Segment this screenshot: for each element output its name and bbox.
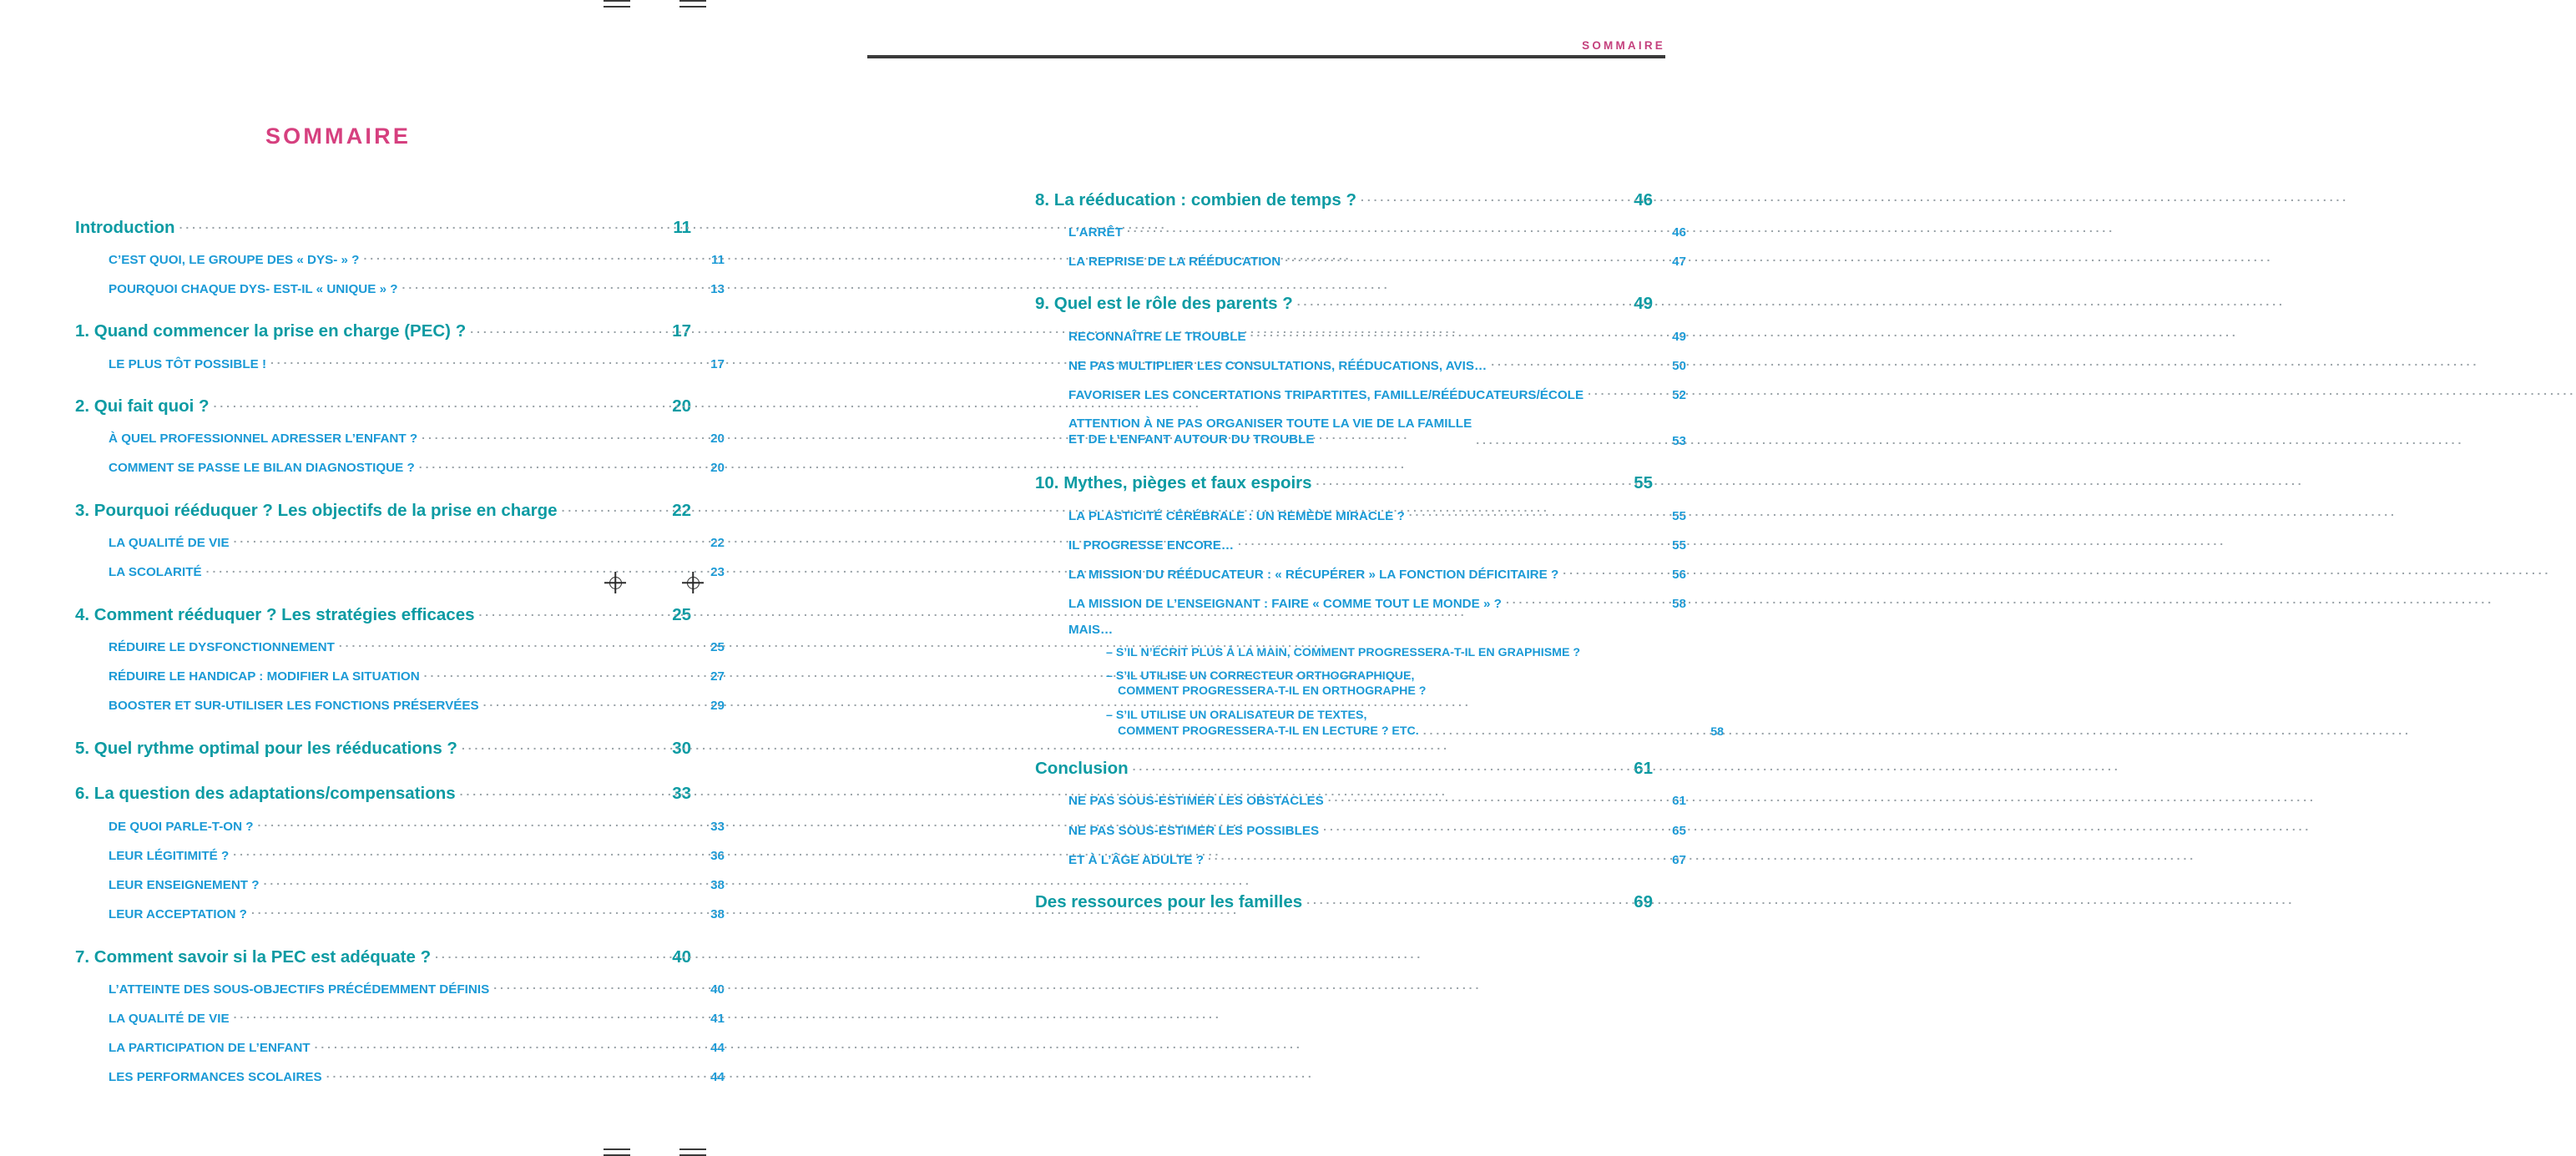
toc-entry-reduire-dysfonctionnement[interactable] [75,639,725,654]
toc-entry-4-comment-reeduquer[interactable] [75,603,691,625]
toc-entry-leur-legitimite[interactable] [75,847,725,863]
toc-entry-la-scolarite[interactable] [75,563,725,579]
toc-entry-label: RÉDUIRE LE DYSFONCTIONNEMENT [109,640,335,654]
toc-entry-page: 30 [672,738,691,758]
toc-entry-introduction[interactable] [75,215,691,238]
toc-entry-il-progresse-encore[interactable] [1035,537,1686,553]
toc-entry-label: LA MISSION DU RÉÉDUCATEUR : « RÉCUPÉRER » LA FONCTION DÉFICITAIRE ? [1068,567,1559,582]
toc-entry-page: 17 [710,356,725,371]
toc-entry-label: MAIS… [1068,623,1114,638]
leader-dots [1361,188,1620,205]
toc-entry-des-ressources-pour-les-familles[interactable] [1035,891,1653,913]
leader-dots [264,876,692,889]
toc-entry-page: 33 [672,784,691,804]
left-page [0,0,852,1156]
running-header: SOMMAIRE [1582,39,1665,52]
toc-entry-label: BOOSTER ET SUR-UTILISER LES FONCTIONS PRÉSERVÉES [109,699,479,714]
toc-entry-de-quoi-parle-t-on[interactable] [75,817,725,833]
leader-dots [419,459,692,472]
leader-dots [1127,224,1654,236]
leader-dots [479,603,659,620]
toc-entry-1-quand-commencer-pec[interactable] [75,320,691,342]
toc-entry-label-line2: COMMENT PROGRESSERA-T-IL EN LECTURE ? ETC. [1118,724,1419,738]
toc-entry-label: LE PLUS TÔT POSSIBLE ! [109,356,267,371]
table-of-contents-left [75,215,725,1085]
leader-dots [422,430,692,442]
toc-entry-7-comment-savoir-pec-adequate[interactable] [75,945,691,967]
leader-dots [326,1068,692,1081]
toc-entry-page: 38 [710,907,725,922]
toc-entry-label-line2: COMMENT PROGRESSERA-T-IL EN ORTHOGRAPHE ? [1118,684,1427,699]
leader-dots [1588,386,1654,399]
toc-entry-page: 38 [710,877,725,892]
leader-dots [234,534,692,547]
toc-entry-label: 2. Qui fait quoi ? [75,396,210,416]
leader-dots [1133,757,1620,775]
toc-entry-page: 55 [1634,473,1653,493]
toc-entry-page: 11 [673,217,691,237]
toc-entry-la-qualite-de-vie-3[interactable] [75,534,725,550]
leader-dots [270,355,692,367]
leader-dots [1238,537,1654,549]
leader-dots [435,945,659,962]
toc-entry-label: 7. Comment savoir si la PEC est adéquate ? [75,947,432,967]
leader-dots [1328,792,1654,805]
toc-entry-page: 46 [1672,225,1686,240]
toc-entry-2-qui-fait-quoi[interactable] [75,395,691,417]
toc-entry-label: Conclusion [1035,759,1129,779]
toc-entry-label [1068,416,1472,448]
toc-entry-sil-utilise-oralisateur-de-textes[interactable] [1035,708,1724,738]
toc-entry-label: 9. Quel est le rôle des parents ? [1035,294,1293,314]
toc-entry-mission-de-lenseignant[interactable] [1035,595,1686,611]
leader-dots [315,1039,692,1052]
toc-entry-9-role-des-parents[interactable] [1035,292,1653,315]
toc-entry-page: 11 [710,252,725,267]
toc-entry-label: LA PARTICIPATION DE L’ENFANT [109,1041,311,1056]
toc-entry-page: 65 [1672,823,1686,838]
toc-entry-leur-enseignement[interactable] [75,876,725,892]
toc-entry-page: 55 [1672,508,1686,523]
toc-entry-a-quel-professionnel[interactable] [75,430,725,446]
toc-entry-page: 41 [710,1012,725,1026]
toc-entry-label: LA QUALITÉ DE VIE [109,1012,230,1026]
toc-entry-page: 53 [1672,433,1686,448]
toc-entry-label: LES PERFORMANCES SCOLAIRES [109,1070,322,1085]
toc-entry-page: 58 [1710,724,1724,739]
toc-entry-label: 10. Mythes, pièges et faux espoirs [1035,473,1312,493]
toc-entry-leur-acceptation[interactable] [75,906,725,921]
toc-entry-page: 49 [1672,329,1686,344]
toc-entry-reduire-handicap[interactable] [75,668,725,684]
toc-entry-label: LA SCOLARITÉ [109,565,202,580]
toc-entry-page: 20 [710,461,725,476]
toc-entry-5-quel-rythme-optimal[interactable] [75,736,691,759]
leader-dots [1306,891,1620,908]
toc-entry-page: 58 [1672,597,1686,612]
toc-entry-label-line1: – S’IL UTILISE UN CORRECTEUR ORTHOGRAPHIQUE, [1106,669,1415,684]
table-of-contents-right [1035,188,1724,912]
page-title: SOMMAIRE [265,124,412,149]
toc-entry-ne-pas-multiplier-consultations[interactable] [1035,357,1686,373]
leader-dots [1323,821,1654,834]
toc-entry-la-qualite-de-vie-7[interactable] [75,1010,725,1026]
toc-entry-label: C’EST QUOI, LE GROUPE DES « DYS- » ? [109,252,360,267]
toc-entry-sil-utilise-correcteur-orthographique[interactable] [1035,669,1724,699]
toc-entry-plasticite-cerebrale[interactable] [1035,507,1686,522]
leader-dots [1409,507,1654,519]
toc-entry-page: 47 [1672,254,1686,269]
toc-entry-label: POURQUOI CHAQUE DYS- EST-IL « UNIQUE » ? [109,281,398,296]
toc-entry-label: L’ARRÊT [1068,225,1123,240]
toc-entry-page: 40 [672,947,691,967]
leader-dots [363,251,692,264]
toc-entry-label: FAVORISER LES CONCERTATIONS TRIPARTITES, FAMILLE/RÉÉDUCATEURS/ÉCOLE [1068,387,1584,402]
toc-entry-page: 20 [672,396,691,416]
toc-entry-page: 56 [1672,567,1686,582]
toc-entry-attention-ne-pas-organiser-vie-famille[interactable] [1035,416,1686,448]
toc-entry-page: 23 [710,565,725,580]
toc-entry-page: 61 [1672,794,1686,809]
toc-entry-page: 17 [672,321,691,341]
toc-entry-page: 50 [1672,358,1686,373]
toc-entry-label: – S’IL N’ÉCRIT PLUS À LA MAIN, COMMENT PROGRESSERA-T-IL EN GRAPHISME ? [1106,646,1581,660]
leader-dots [1208,851,1654,864]
toc-entry-participation-enfant[interactable] [75,1039,725,1055]
leader-dots [460,782,659,800]
leader-dots [206,563,692,576]
toc-entry-label: 1. Quand commencer la prise en charge (PEC) ? [75,321,467,341]
toc-entry-page: 40 [710,982,725,997]
leader-dots [258,817,692,830]
toc-entry-ne-pas-sous-estimer-possibles[interactable] [1035,821,1686,837]
leader-dots [179,215,659,233]
toc-entry-label: L’ATTEINTE DES SOUS-OBJECTIFS PRÉCÉDEMMENT DÉFINIS [109,982,490,997]
toc-entry-le-plus-tot-possible[interactable] [75,355,725,371]
toc-entry-6-question-adaptations[interactable] [75,782,691,805]
toc-entry-label: RECONNAÎTRE LE TROUBLE [1068,329,1246,344]
leader-dots [470,320,659,337]
header-rule [867,55,1665,58]
toc-entry-label: 8. La rééducation : combien de temps ? [1035,189,1357,209]
leader-dots [493,981,692,993]
toc-entry-sil-necrit-plus-a-la-main[interactable] [1035,646,1724,659]
toc-entry-page: 20 [710,432,725,447]
toc-entry-page: 52 [1672,387,1686,402]
leader-dots [424,668,692,680]
toc-entry-page: 33 [710,819,725,834]
leader-dots [214,395,659,412]
leader-dots [462,736,659,754]
toc-entry-label: NE PAS SOUS-ESTIMER LES POSSIBLES [1068,823,1320,838]
toc-entry-label: LA PLASTICITÉ CÉRÉBRALE : UN REMÈDE MIRACLE ? [1068,508,1405,523]
toc-entry-label: 3. Pourquoi rééduquer ? Les objectifs de la prise en charge [75,500,558,520]
toc-entry-page: 27 [710,669,725,684]
toc-entry-label: LA REPRISE DE LA RÉÉDUCATION [1068,254,1281,269]
toc-entry-label: LEUR ENSEIGNEMENT ? [109,877,260,892]
toc-entry-page: 25 [710,640,725,654]
toc-entry-performances-scolaires[interactable] [75,1068,725,1084]
toc-entry-cest-quoi-groupe-dys[interactable] [75,251,725,267]
leader-dots [1316,472,1620,489]
toc-entry-ne-pas-sous-estimer-obstacles[interactable] [1035,792,1686,808]
toc-entry-favoriser-concertations-tripartites[interactable] [1035,386,1686,402]
toc-entry-conclusion[interactable] [1035,757,1653,780]
toc-entry-larret[interactable] [1035,224,1686,240]
toc-entry-page: 49 [1634,294,1653,314]
toc-entry-page: 29 [710,699,725,714]
leader-dots [234,1010,692,1022]
toc-entry-label [1106,669,1426,699]
toc-entry-atteinte-sous-objectifs[interactable] [75,981,725,997]
toc-entry-label: Introduction [75,217,175,237]
leader-dots [1423,727,1691,739]
leader-dots [562,498,659,516]
toc-entry-reprise-de-la-reeducation[interactable] [1035,253,1686,269]
toc-entry-page: 67 [1672,852,1686,867]
leader-dots [1563,566,1654,578]
toc-entry-label: 4. Comment rééduquer ? Les stratégies efficaces [75,604,475,624]
toc-entry-mais[interactable] [1035,623,1686,637]
toc-entry-label-line1: – S’IL UTILISE UN ORALISATEUR DE TEXTES, [1106,709,1367,723]
toc-entry-label: NE PAS MULTIPLIER LES CONSULTATIONS, RÉÉDUCATIONS, AVIS… [1068,358,1488,373]
toc-entry-booster-sur-utiliser[interactable] [75,697,725,713]
leader-dots [402,280,692,293]
toc-entry-label-line1: ATTENTION À NE PAS ORGANISER TOUTE LA VIE DE LA FAMILLE [1068,416,1472,431]
toc-entry-page: 46 [1634,189,1653,209]
toc-entry-page: 13 [710,281,725,296]
toc-entry-label: LEUR LÉGITIMITÉ ? [109,848,230,863]
toc-entry-label: À QUEL PROFESSIONNEL ADRESSER L’ENFANT ? [109,432,418,447]
toc-entry-label: LEUR ACCEPTATION ? [109,907,247,922]
toc-entry-label: RÉDUIRE LE HANDICAP : MODIFIER LA SITUATION [109,669,420,684]
toc-entry-page: 36 [710,848,725,863]
toc-entry-label: COMMENT SE PASSE LE BILAN DIAGNOSTIQUE ? [109,461,415,476]
toc-entry-page: 44 [710,1070,725,1085]
toc-entry-page: 61 [1634,759,1653,779]
toc-entry-mission-du-reeducateur[interactable] [1035,566,1686,582]
toc-entry-label: NE PAS SOUS-ESTIMER LES OBSTACLES [1068,794,1324,809]
toc-entry-page: 22 [672,500,691,520]
leader-dots [1476,436,1654,448]
toc-entry-10-mythes-pieges-faux-espoirs[interactable] [1035,472,1653,494]
toc-entry-label-line2: ET DE L’ENFANT AUTOUR DU TROUBLE [1068,432,1315,447]
toc-entry-page: 55 [1672,538,1686,553]
toc-entry-label [1106,708,1419,738]
leader-dots [233,847,692,860]
toc-entry-page: 25 [672,604,691,624]
toc-entry-8-reeducation-combien-de-temps[interactable] [1035,188,1653,210]
toc-entry-reconnaitre-le-trouble[interactable] [1035,327,1686,343]
leader-dots [251,906,692,918]
right-page [852,0,1724,1156]
toc-entry-label: 5. Quel rythme optimal pour les rééducations ? [75,738,457,758]
leader-dots [1285,253,1654,265]
toc-entry-label: 6. La question des adaptations/compensations [75,784,456,804]
leader-dots [483,697,692,709]
toc-entry-label: ET À L’ÂGE ADULTE ? [1068,852,1204,867]
toc-entry-label: DE QUOI PARLE-T-ON ? [109,819,254,834]
toc-entry-label: LA QUALITÉ DE VIE [109,536,230,551]
toc-entry-comment-se-passe-bilan[interactable] [75,459,725,475]
toc-entry-label: LA MISSION DE L’ENSEIGNANT : FAIRE « COMME TOUT LE MONDE » ? [1068,597,1502,612]
toc-entry-pourquoi-chaque-dys-unique[interactable] [75,280,725,296]
toc-entry-page: 69 [1634,892,1653,912]
toc-entry-label: IL PROGRESSE ENCORE… [1068,538,1235,553]
toc-entry-3-pourquoi-reeduquer[interactable] [75,498,691,521]
leader-dots [1250,327,1654,340]
toc-entry-et-a-lage-adulte[interactable] [1035,851,1686,867]
toc-entry-label: Des ressources pour les familles [1035,892,1303,912]
leader-dots [1506,595,1654,608]
leader-dots [1491,357,1654,370]
leader-dots [1297,292,1620,310]
toc-entry-page: 44 [710,1041,725,1056]
leader-dots [339,639,692,651]
toc-entry-page: 22 [710,536,725,551]
